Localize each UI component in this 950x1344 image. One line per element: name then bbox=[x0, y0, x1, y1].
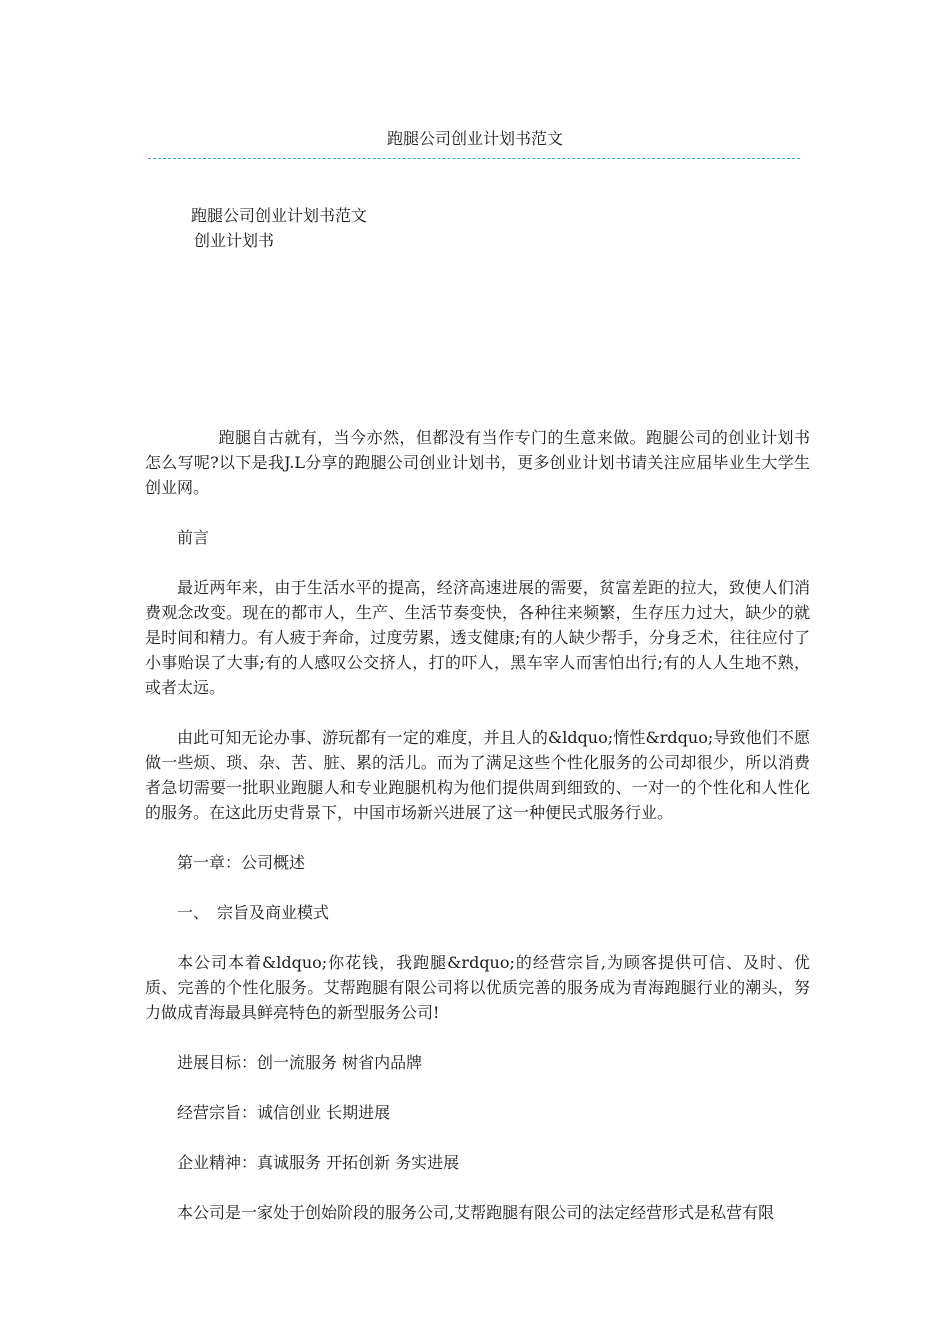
body-paragraph: 本公司本着&ldquo;你花钱，我跑腿&rdquo;的经营宗旨,为顾客提供可信、及时、优质、完善的个性化服务。艾帮跑腿有限公司将以优质完善的服务成为青海跑腿行业的潮头，努力做成青海最具鲜亮特色的新型服务公司! bbox=[145, 953, 810, 1022]
title-divider bbox=[148, 158, 800, 159]
spirit-line: 企业精神：真诚服务 开拓创新 务实进展 bbox=[177, 1153, 460, 1172]
subtitle-line: 创业计划书 bbox=[194, 231, 275, 250]
intro-paragraph: 跑腿自古就有，当今亦然，但都没有当作专门的生意来做。跑腿公司的创业计划书怎么写呢?以下是我J.L分享的跑腿公司创业计划书，更多创业计划书请关注应届毕业生大学生创业网。 bbox=[145, 428, 810, 497]
body-paragraph: 最近两年来，由于生活水平的提高，经济高速进展的需要，贫富差距的拉大，致使人们消费观念改变。现在的都市人，生产、生活节奏变快，各种往来频繁，生存压力过大，缺少的就是时间和精力。有人疲于奔命，过度劳累，透支健康;有的人缺少帮手，分身乏术，往往应付了小事贻误了大事;有的人感叹公交挤人，打的吓人，黑车宰人而害怕出行;有的人人生地不熟，或者太远。 bbox=[145, 578, 810, 697]
body-paragraph: 由此可知无论办事、游玩都有一定的难度，并且人的&ldquo;惰性&rdquo;导致他们不愿做一些烦、琐、杂、苦、脏、累的活儿。而为了满足这些个性化服务的公司却很少，所以消费者急切需要一批职业跑腿人和专业跑腿机构为他们提供周到细致的、一对一的个性化和人性化的服务。在这此历史背景下，中国市场新兴进展了这一种便民式服务行业。 bbox=[145, 728, 810, 822]
body-paragraph: 本公司是一家处于创始阶段的服务公司,艾帮跑腿有限公司的法定经营形式是私营有限 bbox=[177, 1203, 775, 1222]
subtitle-line: 跑腿公司创业计划书范文 bbox=[191, 206, 368, 225]
purpose-line: 经营宗旨：诚信创业 长期进展 bbox=[177, 1103, 391, 1122]
preface-heading: 前言 bbox=[177, 528, 210, 547]
chapter-heading: 第一章：公司概述 bbox=[177, 853, 306, 872]
section-heading: 一、 宗旨及商业模式 bbox=[177, 903, 330, 922]
document-body bbox=[145, 425, 810, 1250]
page-title: 跑腿公司创业计划书范文 bbox=[386, 129, 563, 148]
goal-line: 进展目标：创一流服务 树省内品牌 bbox=[177, 1053, 423, 1072]
